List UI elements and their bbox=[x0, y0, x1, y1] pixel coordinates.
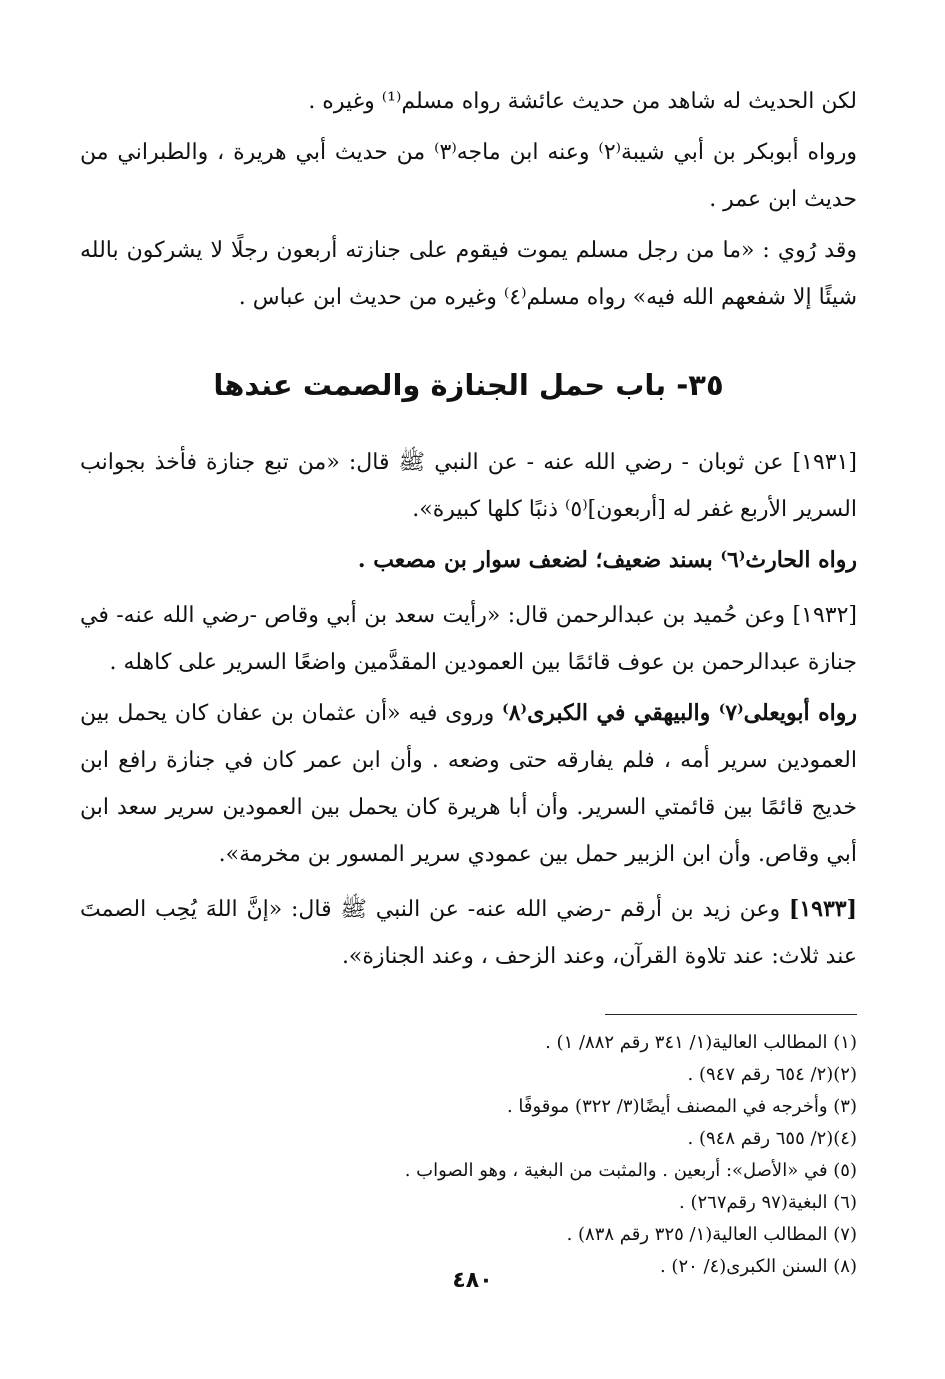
hadith-1933 bbox=[80, 886, 857, 980]
paragraph-3: وقد رُوي : «ما من رجل مسلم يموت فيقوم على جنازته أربعون رجلًا لا يشركون بالله شيئًا إلا شفعهم الله فيه» رواه مسلم⁽٤⁾ وغيره من حديث ابن عباس . bbox=[80, 238, 857, 310]
hadith-1932-grading-rest: وروى فيه «أن عثمان بن عفان كان يحمل بين العمودين سرير أمه ، فلم يفارقه حتى وضعه . وأن ابن عمر كان في جنازة رافع ابن خديج قائمًا بين قائمتي السرير. وأن أبا هريرة كان يحمل بين العمودين سرير سعد ابن أبي وقاص. وأن ابن الزبير حمل بين عمودي سرير المسور بن مخرمة». bbox=[80, 701, 857, 867]
footnote-5: (٥) في «الأصل»: أربعين . والمثبت من البغية ، وهو الصواب . bbox=[404, 1160, 857, 1181]
hadith-1933-text bbox=[80, 886, 857, 980]
footnote-4: (٤)(٢/ ٦٥٥ رقم ٩٤٨) . bbox=[687, 1128, 857, 1149]
hadith-1932-grading-source: رواه أبويعلى⁽٧⁾ والبيهقي في الكبرى⁽٨⁾ bbox=[502, 700, 857, 726]
paragraph-2: ورواه أبوبكر بن أبي شيبة⁽٢⁾ وعنه ابن ماجه⁽٣⁾ من حديث أبي هريرة ، والطبراني من حديث ابن عمر . bbox=[80, 140, 858, 212]
paragraph-1: لكن الحديث له شاهد من حديث عائشة رواه مسلم⁽¹⁾ وغيره . bbox=[308, 89, 857, 114]
hadith-1931 bbox=[80, 439, 857, 584]
hadith-1931-grading: رواه الحارث⁽٦⁾ بسند ضعيف؛ لضعف سوار بن مصعب . bbox=[357, 547, 857, 573]
hadith-1933-number: [١٩٣٣] bbox=[788, 896, 857, 922]
hadith-1933-body: وعن زيد بن أرقم -رضي الله عنه- عن النبي ﷺ قال: «إنَّ اللهَ يُحِب الصمتَ عند ثلاث: عند تلاوة القرآن، وعند الزحف ، وعند الجنازة». bbox=[80, 897, 857, 969]
book-page bbox=[80, 78, 857, 1339]
footnote-8: (٨) السنن الكبرى(٤/ ٢٠) . bbox=[659, 1256, 857, 1277]
footnote-2: (٢)(٢/ ٦٥٤ رقم ٩٤٧) . bbox=[687, 1064, 857, 1085]
footnote-6: (٦) البغية(٩٧ رقم٢٦٧) . bbox=[679, 1192, 857, 1213]
chapter-heading: ٣٥- باب حمل الجنازة والصمت عندها bbox=[213, 368, 724, 402]
footnote-divider bbox=[605, 1014, 857, 1015]
hadith-1931-text: [١٩٣١] عن ثوبان - رضي الله عنه - عن النبي ﷺ قال: «من تبع جنازة فأخذ بجوانب السرير الأربع غفر له [أربعون]⁽٥⁾ ذنبًا كلها كبيرة». bbox=[80, 450, 857, 522]
footnote-3: (٣) وأخرجه في المصنف أيضًا(٣/ ٣٢٢) موقوفًا . bbox=[506, 1096, 857, 1117]
hadith-1932-text: [١٩٣٢] وعن حُميد بن عبدالرحمن قال: «رأيت سعد بن أبي وقاص -رضي الله عنه- في جنازة عبدالرحمن بن عوف قائمًا بين العمودين المقدَّمين واضعًا السرير على كاهله . bbox=[80, 603, 857, 675]
page-number: ٤٨٠ bbox=[452, 1268, 493, 1293]
hadith-1932-grading bbox=[80, 690, 857, 878]
footnote-7: (٧) المطالب العالية(١/ ٣٢٥ رقم ٨٣٨) . bbox=[566, 1224, 857, 1245]
hadith-1932 bbox=[80, 592, 857, 878]
footnotes-list bbox=[80, 1027, 857, 1283]
footnote-1: (١) المطالب العالية(١/ ٣٤١ رقم ٨٨٢/ ١) . bbox=[545, 1032, 857, 1053]
